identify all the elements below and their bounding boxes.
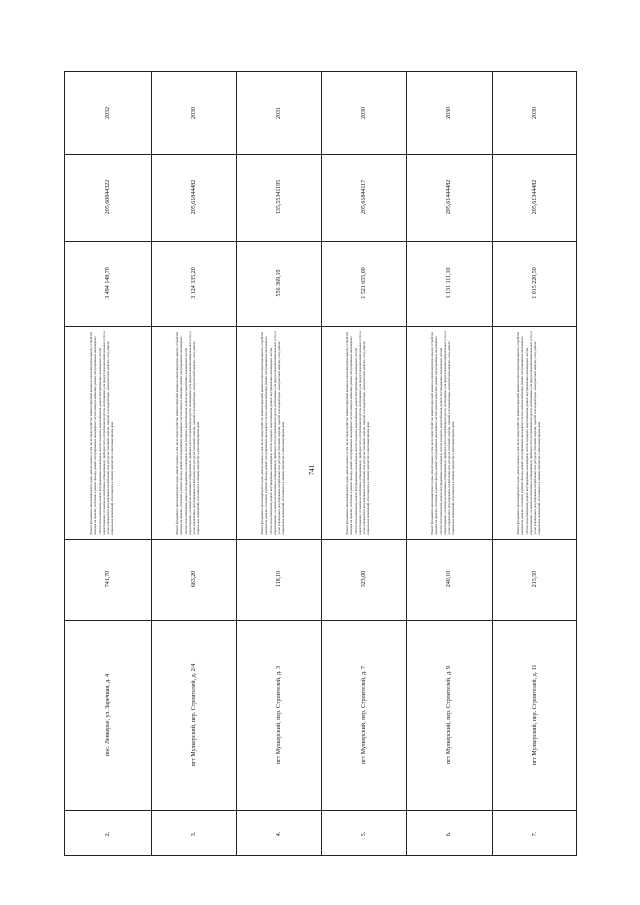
address-cell: пгт Мулкерский, пер. Строителей, д. 2/4 — [190, 663, 197, 767]
rate-cell: 205,60844322 — [105, 179, 111, 215]
area-cell: 323,00 — [360, 570, 367, 588]
area-cell: 741,70 — [105, 570, 111, 588]
year-cell: 2030 — [446, 107, 452, 119]
cost-cell: 1 521 655,00 — [360, 267, 367, 299]
column-divider — [65, 539, 576, 540]
row-number-cell: 4. — [275, 831, 282, 837]
address-cell: пгт Мулкерский, пер. Строителей, д. 7 — [360, 665, 367, 765]
area-cell: 215,50 — [532, 570, 538, 588]
year-cell: 2030 — [360, 107, 367, 119]
year-cell: 2031 — [275, 107, 282, 119]
address-cell: пос. Ленкерье, ул. Заречная, д. 4 — [105, 673, 111, 757]
row-number-cell: 2. — [105, 831, 111, 837]
address-cell: пгт Мулкерский, пер. Строителей, д. 3 — [275, 665, 282, 765]
work-description-cell: Ремонт фундамента многоквартирного дома, ремонт крыши, в том числе переустройство невентилируемой крыши на вентилируемую крышу, устройство выходов на кровлю, утепление и ремонт фасада, ремонт внутридомовых инженерных систем электроснабжения, ремонт внутридомовых инженерных систем теплоснабжения, ремонт внутридомовых инженерных систем холодного водоснабжения, ремонт внутридомовых инженерных систем водоотведения, установка коллективных (общедомовых) приборов учета потребления ресурсов, необходимых для предоставления коммунальных услуг, и узлов управления и регулирования потребления этих ресурсов (тепловой энергии, горячей и холодной воды, электрической энергии, газа), ремонт подвальных помещений, относящихся к общему имуществу в многоквартирном доме — [259, 330, 286, 535]
area-cell: 240,10 — [446, 570, 452, 588]
row-divider — [151, 72, 152, 855]
row-divider — [236, 72, 237, 855]
cost-cell: 1 015 220,50 — [532, 267, 538, 299]
work-description-cell: Ремонт фундамента многоквартирного дома, ремонт крыши, в том числе переустройство невентилируемой крыши на вентилируемую крышу, устройство выходов на кровлю, утепление и ремонт фасада, ремонт внутридомовых инженерных систем электроснабжения, ремонт внутридомовых инженерных систем теплоснабжения, ремонт внутридомовых инженерных систем холодного водоснабжения, ремонт внутридомовых инженерных систем водоотведения, установка коллективных (общедомовых) приборов учета потребления ресурсов, необходимых для предоставления коммунальных услуг, и узлов управления и регулирования потребления этих ресурсов (тепловой энергии, горячей и холодной воды, электрической энергии, газа), ремонт подвальных помещений, относящихся к общему имуществу в многоквартирном доме — [344, 330, 371, 535]
work-description-cell: Ремонт фундамента многоквартирного дома, ремонт крыши, в том числе переустройство невентилируемой крыши на вентилируемую крышу, устройство выходов на кровлю, утепление и ремонт фасада, ремонт внутридомовых инженерных систем электроснабжения, ремонт внутридомовых инженерных систем теплоснабжения, ремонт внутридомовых инженерных систем холодного водоснабжения, ремонт внутридомовых инженерных систем водоотведения, установка коллективных (общедомовых) приборов учета потребления ресурсов, необходимых для предоставления коммунальных услуг, и узлов управления и регулирования потребления этих ресурсов (тепловой энергии, горячей и холодной воды, электрической энергии, газа), ремонт подвальных помещений, относящихся к общему имуществу в многоквартирном доме — [430, 330, 456, 535]
cost-cell: 556 369,10 — [275, 269, 282, 297]
row-number-cell: 7. — [532, 831, 538, 837]
cost-cell: 3 494 148,70 — [105, 267, 111, 299]
rate-cell: 135,55341195 — [275, 179, 282, 215]
work-description-cell: Ремонт фундамента многоквартирного дома, ремонт крыши, в том числе переустройство невентилируемой крыши на вентилируемую крышу, устройство выходов на кровлю, утепление и ремонт фасада, ремонт внутридомовых инженерных систем электроснабжения, ремонт внутридомовых инженерных систем теплоснабжения, ремонт внутридомовых инженерных систем холодного водоснабжения, ремонт внутридомовых инженерных систем водоотведения, установка коллективных (общедомовых) приборов учета потребления ресурсов, необходимых для предоставления коммунальных услуг, и узлов управления и регулирования потребления этих ресурсов (тепловой энергии, горячей и холодной воды, электрической энергии, газа), ремонт подвальных помещений, относящихся к общему имуществу в многоквартирном доме — [89, 330, 115, 535]
row-divider — [321, 72, 322, 855]
work-description-cell: Ремонт фундамента многоквартирного дома, ремонт крыши, в том числе переустройство невентилируемой крыши на вентилируемую крышу, устройство выходов на кровлю, утепление и ремонт фасада, ремонт внутридомовых инженерных систем электроснабжения, ремонт внутридомовых инженерных систем теплоснабжения, ремонт внутридомовых инженерных систем холодного водоснабжения, ремонт внутридомовых инженерных систем водоотведения, установка коллективных (общедомовых) приборов учета потребления ресурсов, необходимых для предоставления коммунальных услуг, и узлов управления и регулирования потребления этих ресурсов (тепловой энергии, горячей и холодной воды, электрической энергии, газа), ремонт подвальных помещений, относящихся к общему имуществу в многоквартирном доме — [516, 330, 542, 535]
cost-cell: 1 131 111,10 — [446, 267, 452, 299]
housing-repair-table — [64, 71, 577, 856]
row-divider — [406, 72, 407, 855]
page-number: 741 — [308, 464, 316, 476]
year-cell: 2030 — [190, 107, 197, 119]
address-cell: пгт Мулкерский, пер. Строителей, д. 11 — [532, 664, 538, 766]
rate-cell: 205,61444482 — [446, 179, 452, 215]
row-number-cell: 6. — [446, 831, 452, 837]
cost-cell: 3 124 335,20 — [190, 267, 197, 299]
row-number-cell: 5. — [360, 831, 367, 837]
area-cell: 118,10 — [275, 570, 282, 588]
address-cell: пгт Мулкерский, пер. Строителей, д. 9 — [446, 665, 452, 765]
work-description-cell: Ремонт фундамента многоквартирного дома, ремонт крыши, в том числе переустройство невентилируемой крыши на вентилируемую крышу, устройство выходов на кровлю, утепление и ремонт фасада, ремонт внутридомовых инженерных систем электроснабжения, ремонт внутридомовых инженерных систем теплоснабжения, ремонт внутридомовых инженерных систем холодного водоснабжения, ремонт внутридомовых инженерных систем водоотведения, установка коллективных (общедомовых) приборов учета потребления ресурсов, необходимых для предоставления коммунальных услуг, и узлов управления и регулирования потребления этих ресурсов (тепловой энергии, горячей и холодной воды, электрической энергии, газа), ремонт подвальных помещений, относящихся к общему имуществу в многоквартирном доме — [174, 330, 201, 535]
row-number-cell: 3. — [190, 831, 197, 837]
row-divider — [492, 72, 493, 855]
column-divider — [65, 154, 576, 155]
year-cell: 2030 — [532, 107, 538, 119]
year-cell: 2032 — [105, 107, 111, 119]
rate-cell: 205,61844117 — [360, 179, 367, 215]
area-cell: 663,20 — [190, 570, 197, 588]
rate-cell: 205,61844482 — [190, 179, 197, 215]
column-divider — [65, 810, 576, 811]
column-divider — [65, 241, 576, 242]
column-divider — [65, 326, 576, 327]
rate-cell: 205,61344482 — [532, 179, 538, 215]
column-divider — [65, 620, 576, 621]
